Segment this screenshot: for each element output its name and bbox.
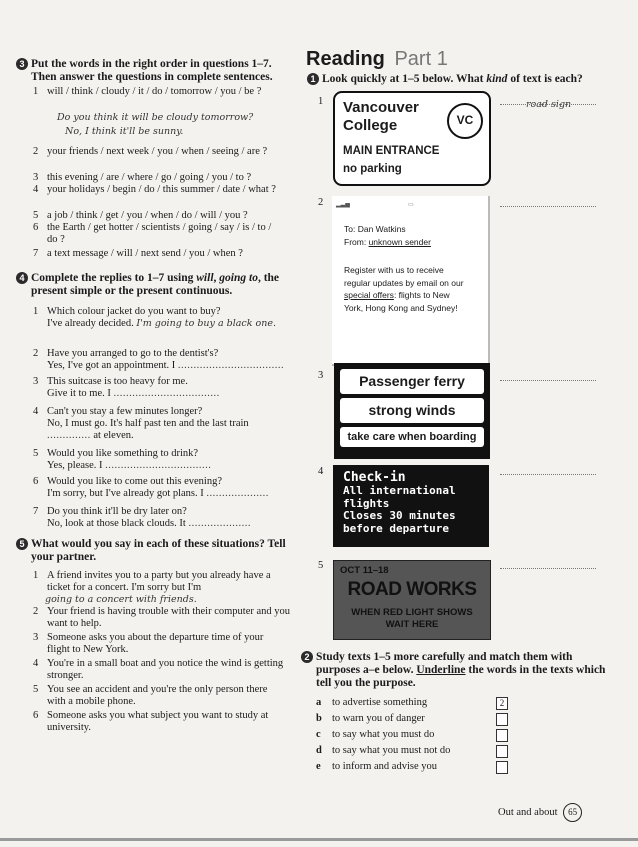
text-3-blank [500, 380, 596, 381]
ex4-item-1: 1 Which colour jacket do you want to buy? [33, 306, 221, 317]
checkin-line-2: All international [343, 484, 456, 497]
text-1-college-sign [333, 91, 491, 186]
exercise-4-badge: 4 [16, 272, 28, 284]
text-5-roadworks-sign [333, 560, 491, 640]
ex4-item-2: 2 Have you arranged to go to the dentist's? [33, 348, 219, 359]
answer-box-e[interactable] [496, 761, 508, 774]
checkin-line-5: before departure [343, 521, 449, 535]
ferry-title: Passenger ferry [340, 369, 484, 394]
no-parking-text: no parking [343, 163, 402, 175]
roadworks-title: ROAD WORKS [347, 579, 477, 600]
footer [498, 803, 582, 822]
ex5-item-3: 3 Someone asks you about the departure time of your flight to New York. [33, 632, 264, 655]
exercise-4 [19, 272, 299, 298]
text-5-blank [500, 568, 596, 569]
ex4-item-6: 6 Would you like to come out this evening? [33, 476, 222, 487]
message-from: From: unknown sender [344, 237, 431, 247]
section-title-part: Part 1 [394, 48, 448, 70]
exercise-5 [19, 538, 299, 564]
exercise-5-instruction: What would you say in each of these situations? Tell your partner. [31, 538, 286, 563]
ex5-item-2: 2 Your friend is having trouble with their computer and you want to help. [33, 606, 291, 629]
purpose-a: a to advertise something [316, 697, 428, 708]
text-2-phone-message [332, 196, 490, 366]
ex4-item-7-reply: No, look at those black clouds. It .................... [47, 518, 251, 529]
purpose-d: d to say what you must not do [316, 745, 451, 756]
ex4-item-3-reply: Give it to me. I .................................. [47, 388, 220, 399]
checkin-line-4: Closes 30 minutes [343, 509, 456, 522]
ex4-item-1-reply: I've already decided. I'm going to buy a black one. [47, 318, 276, 329]
purpose-c: c to say what you must do [316, 729, 435, 740]
ex5-item-5: 5 You see an accident and you're the only person there with a mobile phone. [33, 684, 268, 707]
ex3-item-1: 1 will / think / cloudy / it / do / tomorrow / you / be ? [33, 86, 262, 97]
ex4-item-3: 3 This suitcase is too heavy for me. [33, 376, 188, 387]
answer-box-b[interactable] [496, 713, 508, 726]
main-entrance-text: MAIN ENTRANCE [343, 145, 440, 157]
exercise-4-instruction: Complete the replies to 1–7 using will, going to, the present simple or the present continuous. [31, 272, 280, 297]
message-to: To: Dan Watkins [344, 224, 406, 234]
ex3-item-1-answer-b: No, I think it'll be sunny. [65, 126, 184, 137]
roadworks-date: OCT 11–18 [340, 565, 389, 576]
ferry-warning: strong winds [340, 398, 484, 423]
exercise-5-badge: 5 [16, 538, 28, 550]
ex5-item-6: 6 Someone asks you what subject you want to study at university. [33, 710, 269, 733]
ferry-advice: take care when boarding [340, 427, 484, 447]
bottom-rule [0, 838, 638, 841]
text-4-blank [500, 474, 596, 475]
ex4-item-5: 5 Would you like something to drink? [33, 448, 199, 459]
ex3-item-7: 7 a text message / will / next send / you / when ? [33, 248, 243, 259]
reading-ex2 [304, 651, 616, 690]
text-3-number: 3 [318, 370, 324, 381]
answer-box-a[interactable]: 2 [496, 697, 508, 710]
ex3-item-4: 4 your holidays / begin / do / this summer / date / what ? [33, 184, 276, 195]
text-1-number: 1 [318, 96, 324, 107]
battery-icon: ▭ [408, 202, 414, 208]
ex4-item-4-reply-b: .............. at eleven. [47, 430, 134, 441]
message-body: Register with us to receive regular updates by email on our special offers: flights to New York, Hong Kong and Sydney! [344, 265, 464, 313]
ex4-item-7: 7 Do you think it'll be dry later on? [33, 506, 187, 517]
signal-icon: ▂▃▅ [336, 202, 350, 208]
footer-unit-title: Out and about [498, 807, 558, 818]
checkin-title: Check-in [343, 470, 406, 485]
reading-ex1-instruction: Look quickly at 1–5 below. What kind of text is each? [322, 73, 583, 85]
ex4-item-5-reply: Yes, please. I .................................. [47, 460, 212, 471]
text-4-checkin-board [333, 465, 489, 547]
purpose-b: b to warn you of danger [316, 713, 425, 724]
reading-ex2-instruction: Study texts 1–5 more carefully and match them with purposes a–e below. Underline the words in the texts which tell you the purpose. [316, 651, 606, 689]
page-number: 65 [563, 803, 582, 822]
exercise-3-instruction: Put the words in the right order in questions 1–7. Then answer the questions in complete sentences. [31, 58, 273, 83]
ex3-item-2: 2 your friends / next week / you / when / seeing / are ? [33, 146, 268, 157]
ex3-item-5: 5 a job / think / get / you / when / do / will / you ? [33, 210, 248, 221]
reading-ex1 [310, 73, 622, 86]
section-title-main: Reading [306, 48, 385, 70]
vc-logo-icon: VC [447, 103, 483, 139]
ex3-item-1-answer-a: Do you think it will be cloudy tomorrow? [57, 112, 254, 123]
ex4-item-4-reply: No, I must go. It's half past ten and the last train [47, 418, 249, 429]
ex5-item-1-answer: going to a concert with friends. [45, 594, 197, 605]
text-3-ferry-sign [334, 363, 490, 459]
ex5-item-1: 1 A friend invites you to a party but you already have a ticket for a concert. I'm sorry but I'm [33, 570, 271, 593]
ex4-item-6-reply: I'm sorry, but I've already got plans. I .................... [47, 488, 269, 499]
text-5-number: 5 [318, 560, 324, 571]
ex5-item-4: 4 You're in a small boat and you notice the wind is getting stronger. [33, 658, 284, 681]
college-name: Vancouver [343, 99, 419, 116]
exercise-3-badge: 3 [16, 58, 28, 70]
college-name-2: College [343, 117, 398, 134]
reading-ex1-badge: 1 [307, 73, 319, 85]
ex3-item-3: 3 this evening / are / where / go / going / you / to ? [33, 172, 252, 183]
purpose-e: e to inform and advise you [316, 761, 437, 772]
text-2-blank [500, 206, 596, 207]
ex4-item-2-reply: Yes, I've got an appointment. I .................................. [47, 360, 285, 371]
ex3-item-6: 6 the Earth / get hotter / scientists / going / say / is / to / do ? [33, 222, 272, 245]
text-4-number: 4 [318, 466, 324, 477]
text-1-answer: road sign [526, 99, 572, 110]
answer-box-d[interactable] [496, 745, 508, 758]
text-2-number: 2 [318, 197, 324, 208]
roadworks-instruction-2: WAIT HERE [385, 619, 439, 630]
reading-ex2-badge: 2 [301, 651, 313, 663]
roadworks-instruction-1: WHEN RED LIGHT SHOWS [351, 607, 473, 618]
answer-box-c[interactable] [496, 729, 508, 742]
checkin-line-3: flights [343, 496, 390, 510]
ex4-item-4: 4 Can't you stay a few minutes longer? [33, 406, 203, 417]
section-title [306, 48, 448, 71]
exercise-3 [19, 58, 299, 84]
text-1-blank [500, 104, 596, 105]
